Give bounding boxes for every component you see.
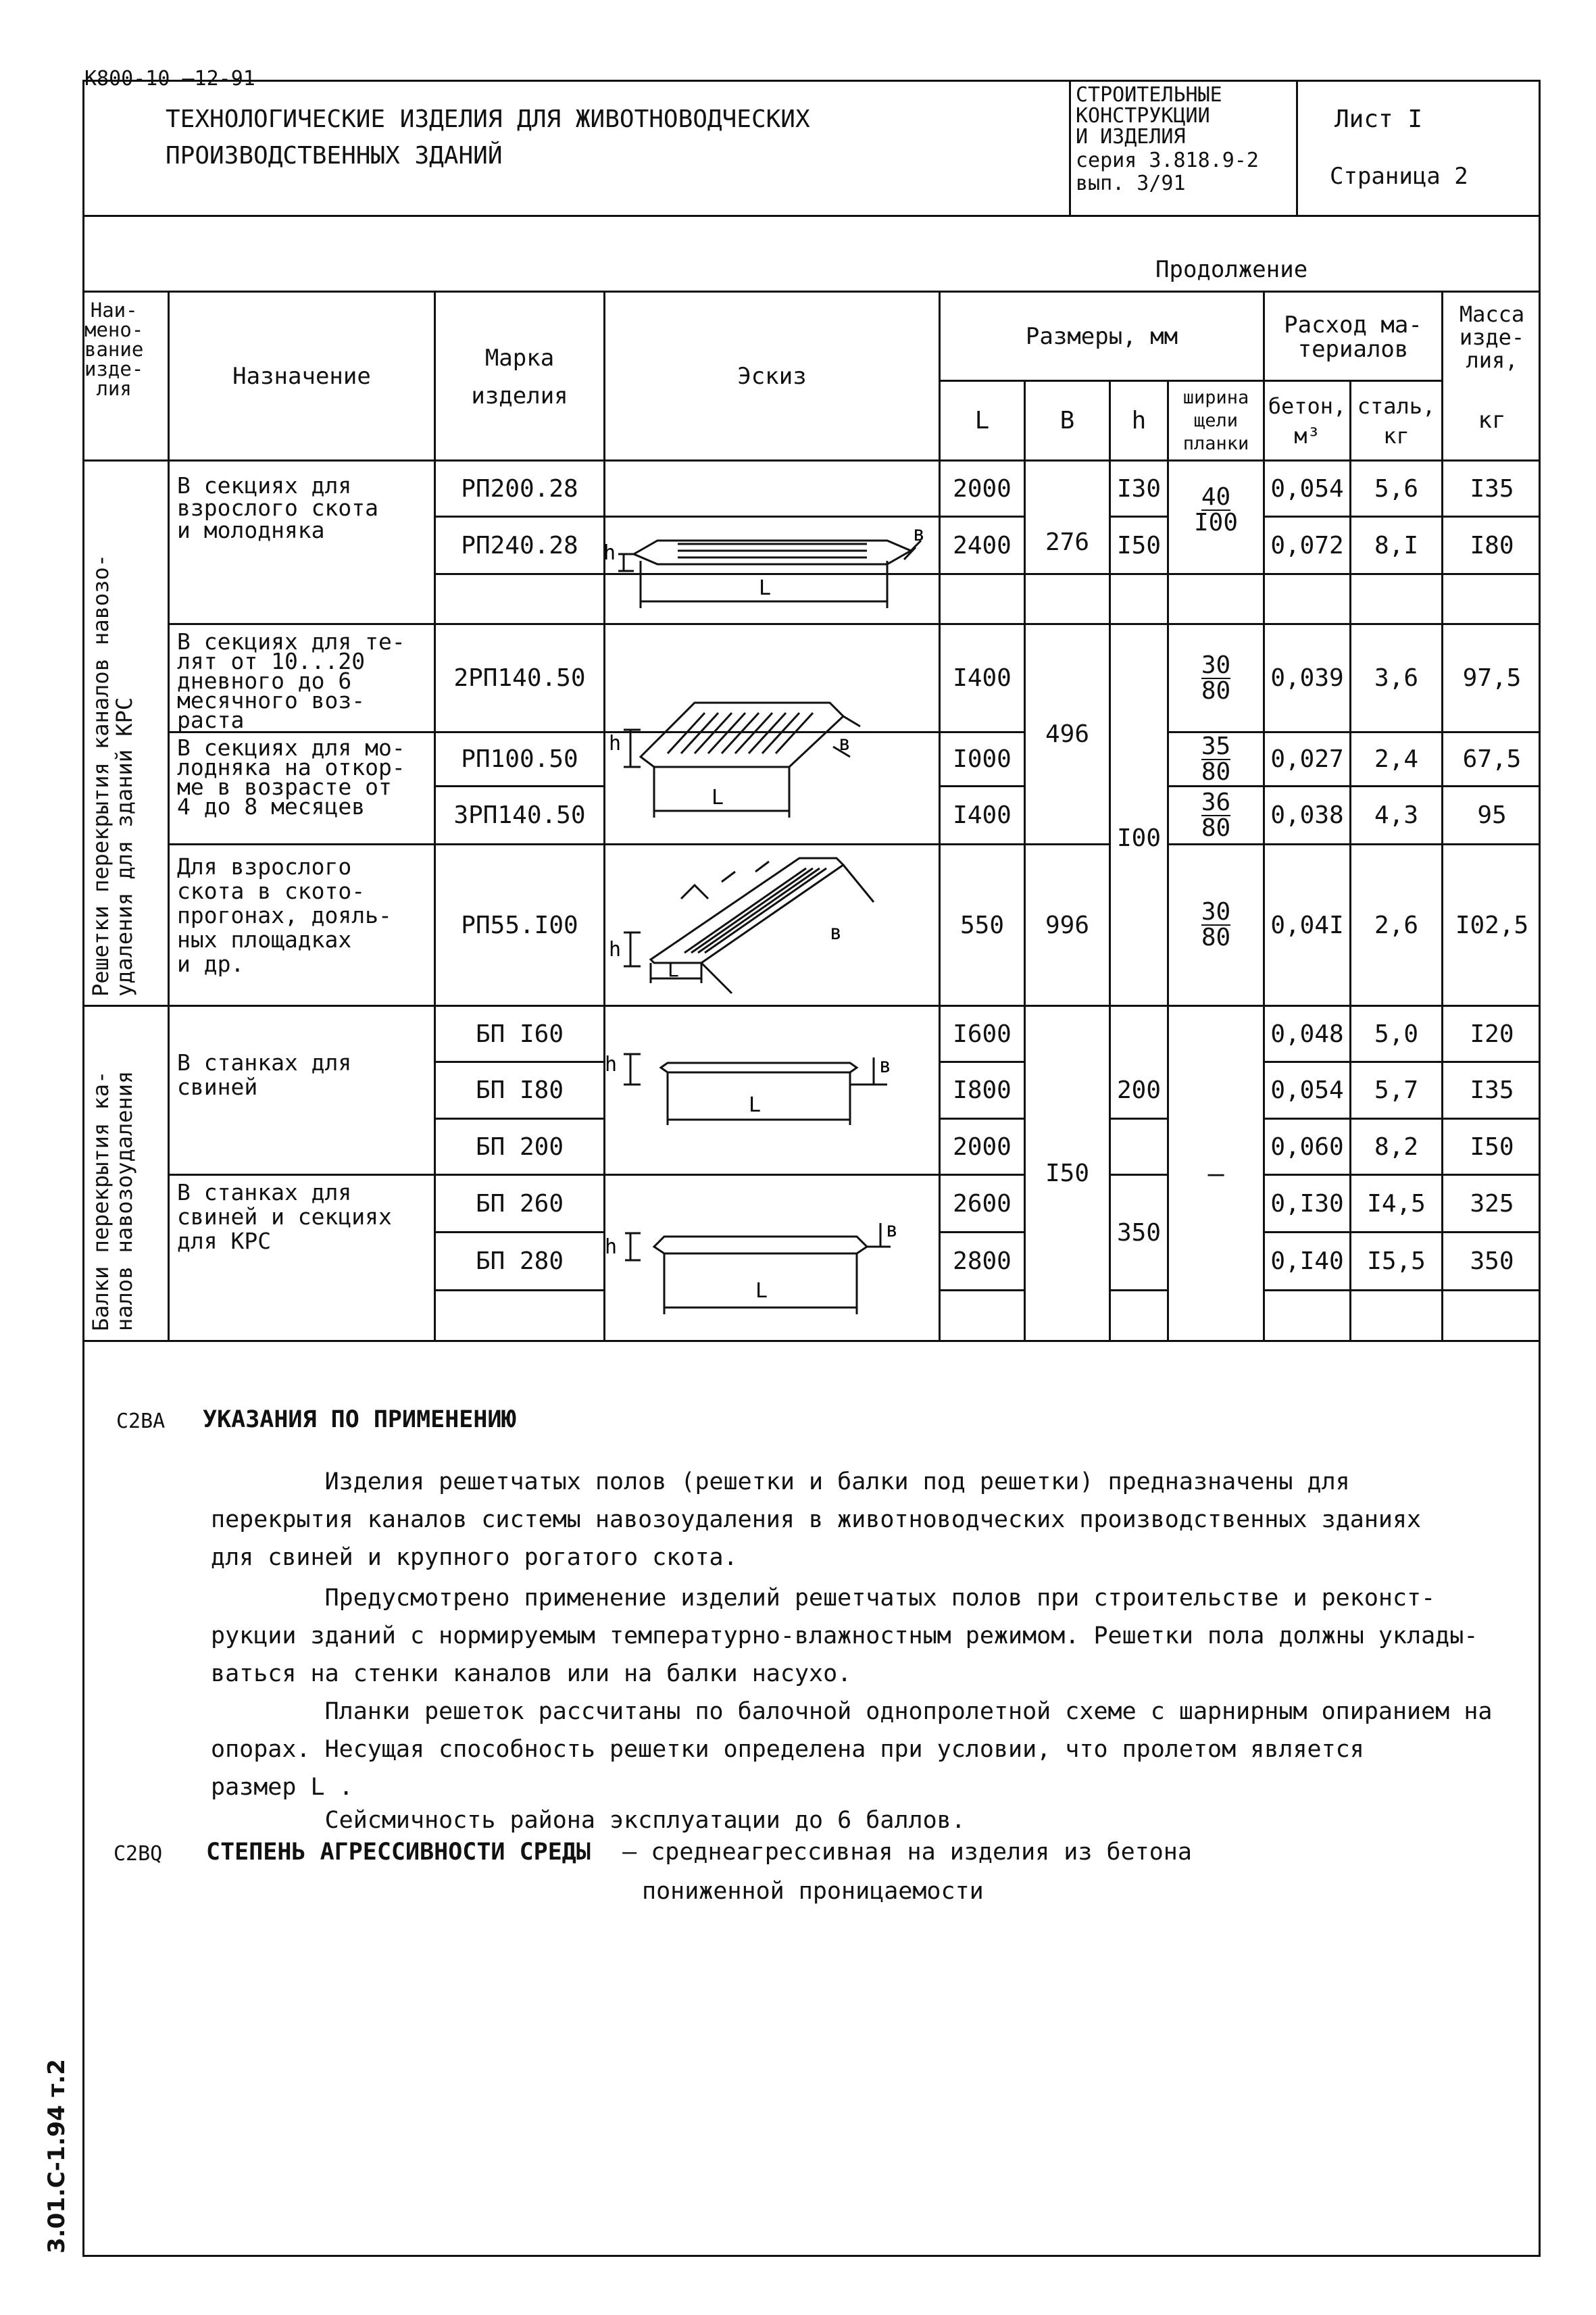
slot-denominator: I00 [1193,509,1239,537]
note-paragraph-4: Сейсмичность района эксплуатации до 6 баллов. [211,1807,966,1834]
concrete-cell: 0,I30 [1270,1189,1344,1218]
mark-cell: БП 200 [475,1132,564,1161]
mass-cell: I02,5 [1455,911,1529,939]
sketch-h-label: h [609,938,622,962]
length-cell: 2000 [953,474,1012,503]
steel-cell: 5,6 [1374,474,1419,503]
concrete-cell: 0,I40 [1270,1247,1344,1275]
row-line [1263,1289,1541,1291]
mass-cell: I35 [1470,1076,1514,1104]
mass-cell: 67,5 [1462,745,1522,773]
purpose-6: В станках для свиней и секциях для КРС [177,1179,392,1254]
length-cell: 2000 [953,1132,1012,1161]
sheet-number: Лист I [1335,105,1423,133]
group-label-beams: Балки перекрытия ка- налов навозоудаления [88,1070,137,1331]
slot-width-cell [1169,733,1263,785]
note-code-1: С2ВА [116,1410,166,1433]
group-label-grids: Решетки перекрытия каналов навозо- удаления для зданий КРС [88,553,137,997]
header-mass: Масса изде- лия, [1459,301,1525,373]
mass-cell: I20 [1470,1020,1514,1048]
length-cell: I400 [953,664,1012,692]
header-sketch: Эскиз [737,363,807,390]
concrete-cell: 0,04I [1270,911,1344,939]
sketch-h-label: h [603,541,616,565]
purpose-4: Для взрослого скота в ското- прогонах, дояль- ных площадках и др. [177,853,392,977]
slot-numerator: 30 [1201,651,1231,679]
mark-cell: РП55.I00 [461,911,578,939]
width-cell: I50 [1045,1160,1090,1187]
series-number: серия 3.818.9-2 [1076,149,1259,172]
concrete-cell: 0,054 [1270,474,1344,503]
mass-cell: 350 [1470,1247,1514,1275]
steel-cell: 8,2 [1374,1132,1419,1161]
steel-cell: I4,5 [1367,1189,1426,1218]
steel-cell: 2,6 [1374,911,1419,939]
note-text-2a: – среднеагрессивная на изделия из бетона [608,1839,1192,1866]
sketch-b-label: в [886,1218,899,1242]
purpose-3: В секциях для мо- лодняка на откор- ме в возрасте от 4 до 8 месяцев [177,735,405,820]
steel-cell: 5,0 [1374,1020,1419,1048]
sketch-b-label: в [913,522,926,546]
mass-cell: I50 [1470,1132,1514,1161]
title-line-1: ТЕХНОЛОГИЧЕСКИЕ ИЗДЕЛИЯ ДЛЯ ЖИВОТНОВОДЧЕСКИХ [166,105,810,133]
slot-numerator: 40 [1201,483,1231,511]
slot-numerator: 35 [1201,732,1231,760]
steel-cell: I5,5 [1367,1247,1426,1275]
sketch-beam-small [603,1037,939,1139]
width-cell: 996 [1045,911,1090,939]
side-stamp: 3.01.С-1.94 т.2 [43,2059,70,2254]
slot-width-cell [1169,473,1263,547]
header-concrete: бетон, м³ [1268,393,1347,449]
purpose-1: В секциях для взрослого скота и молодняка [177,472,379,543]
header-purpose: Назначение [232,363,371,390]
mark-cell: БП I80 [475,1076,564,1104]
mass-cell: 97,5 [1462,664,1522,692]
mass-cell: I35 [1470,474,1514,503]
series-line-2: КОНСТРУКЦИИ [1076,104,1210,128]
note-paragraph-1: Изделия решетчатых полов (решетки и балки под решетки) предназначены для перекрытия каналов системы навозоудаления в животноводческих производственных зданиях для свиней и крупного рогатого скота. [211,1468,1422,1571]
header-steel: сталь, кг [1357,393,1436,449]
sketch-grid-plate-2rp [603,676,939,831]
sketch-L-label: L [668,959,679,981]
note-code-2: С2ВQ [114,1842,163,1866]
length-cell: I600 [953,1020,1012,1048]
note-heading-1: УКАЗАНИЯ ПО ПРИМЕНЕНИЮ [203,1406,516,1433]
sketch-b-label: в [830,921,843,945]
mass-cell: I80 [1470,531,1514,559]
mark-cell: РП200.28 [461,474,578,503]
header-L: L [974,407,990,434]
sketch-beam-large [603,1206,939,1328]
sketch-L-label: L [712,786,724,810]
header-slot-width: ширина щели планки [1182,387,1249,454]
header-name: Наи- мено- вание изде- лия [84,299,144,400]
length-cell: 2800 [953,1247,1012,1275]
concrete-cell: 0,038 [1270,801,1344,829]
row-line [1109,1289,1167,1291]
length-cell: I800 [953,1076,1012,1104]
slot-numerator: 36 [1201,788,1231,816]
steel-cell: 8,I [1374,531,1419,559]
series-issue: вып. 3/91 [1076,172,1186,195]
page-number: Страница 2 [1330,163,1468,190]
mass-cell: 95 [1477,801,1507,829]
mass-cell: 325 [1470,1189,1514,1218]
width-cell: 496 [1045,720,1090,748]
row-line [939,1289,1024,1291]
length-cell: 2400 [953,531,1012,559]
note-paragraph-2: Предусмотрено применение изделий решетчатых полов при строительстве и реконст- рукции зданий с нормируемым температурно-влажностным режимом. Решетки пола должны уклады- ваться на стенки каналов или на балки насухо. [211,1585,1478,1687]
length-cell: 550 [959,911,1005,939]
document-code: К800-10 —12-91 [84,67,255,91]
header-dimensions: Размеры, мм [1025,323,1178,350]
sketch-L-label: L [749,1093,762,1117]
height-cell: I50 [1116,531,1162,559]
title-line-2: ПРОИЗВОДСТВЕННЫХ ЗДАНИЙ [166,142,503,170]
sketch-L-label: L [755,1279,768,1303]
concrete-cell: 0,039 [1270,664,1344,692]
length-cell: I400 [953,801,1012,829]
sketch-L-label: L [759,576,772,600]
slot-denominator: 80 [1201,924,1231,951]
slot-width-cell [1169,625,1263,731]
sketch-grid-plate-rp [603,514,939,622]
header-B: B [1059,407,1075,434]
width-cell: 276 [1045,528,1090,556]
sketch-h-label: h [609,732,622,755]
purpose-5: В станках для свиней [177,1049,352,1100]
row-line [434,1289,603,1291]
table-bottom-line [82,1340,1541,1342]
sketch-h-label: h [605,1235,618,1259]
concrete-cell: 0,072 [1270,531,1344,559]
steel-cell: 4,3 [1374,801,1419,829]
table-top-line [82,291,1541,293]
title-block-divider-1 [1069,80,1071,215]
slot-width-cell [1169,787,1263,843]
header-mark: Марка изделия [471,344,568,409]
header-materials: Расход ма- териалов [1284,311,1422,363]
purpose-2: В секциях для те- лят от 10...20 дневного до 6 месячного воз- раста [177,628,405,733]
length-cell: I000 [953,745,1012,773]
title-block-bottom-line [82,215,1541,217]
concrete-cell: 0,060 [1270,1132,1344,1161]
note-paragraph-3: Планки решеток рассчитаны по балочной однопролетной схеме с шарнирным опиранием на опорах. Несущая способность решетки определена при условии, что пролетом является размер L . [211,1698,1493,1801]
concrete-cell: 0,027 [1270,745,1344,773]
header-mass-unit: кг [1478,407,1506,434]
continuation-label: Продолжение [1155,256,1308,283]
mark-cell: БП I60 [475,1020,564,1048]
title-block-divider-2 [1296,80,1298,215]
mark-cell: 2РП140.50 [453,664,586,692]
sketch-b-label: в [879,1054,892,1078]
slot-denominator: 80 [1201,676,1231,705]
height-cell: I30 [1116,474,1162,503]
mark-cell: РП100.50 [461,745,578,773]
mark-cell: РП240.28 [461,531,578,559]
height-cell: I00 [1116,824,1162,852]
sketch-grid-plate-rp55 [603,845,939,1000]
sketch-b-label: в [839,732,851,755]
slot-denominator: 80 [1201,757,1231,786]
height-cell: 350 [1116,1218,1162,1247]
slot-width-cell [1169,845,1263,1005]
series-line-3: И ИЗДЕЛИЯ [1076,125,1186,149]
concrete-cell: 0,048 [1270,1020,1344,1048]
slot-denominator: 80 [1201,814,1231,842]
row-line [434,573,1541,575]
note-text-2b: пониженной проницаемости [642,1878,984,1905]
concrete-cell: 0,054 [1270,1076,1344,1104]
mark-cell: 3РП140.50 [453,801,586,829]
note-heading-2: СТЕПЕНЬ АГРЕССИВНОСТИ СРЕДЫ [206,1839,591,1866]
sketch-h-label: h [605,1053,618,1076]
series-line-1: СТРОИТЕЛЬНЫЕ [1076,83,1222,107]
height-cell: 200 [1116,1076,1162,1104]
header-h: h [1131,407,1147,434]
mark-cell: БП 280 [475,1247,564,1275]
length-cell: 2600 [953,1189,1012,1218]
slot-numerator: 30 [1201,898,1231,926]
steel-cell: 5,7 [1374,1076,1419,1104]
mark-cell: БП 260 [475,1189,564,1218]
steel-cell: 2,4 [1374,745,1419,773]
steel-cell: 3,6 [1374,664,1419,692]
slot-width-dash: — [1207,1158,1224,1189]
